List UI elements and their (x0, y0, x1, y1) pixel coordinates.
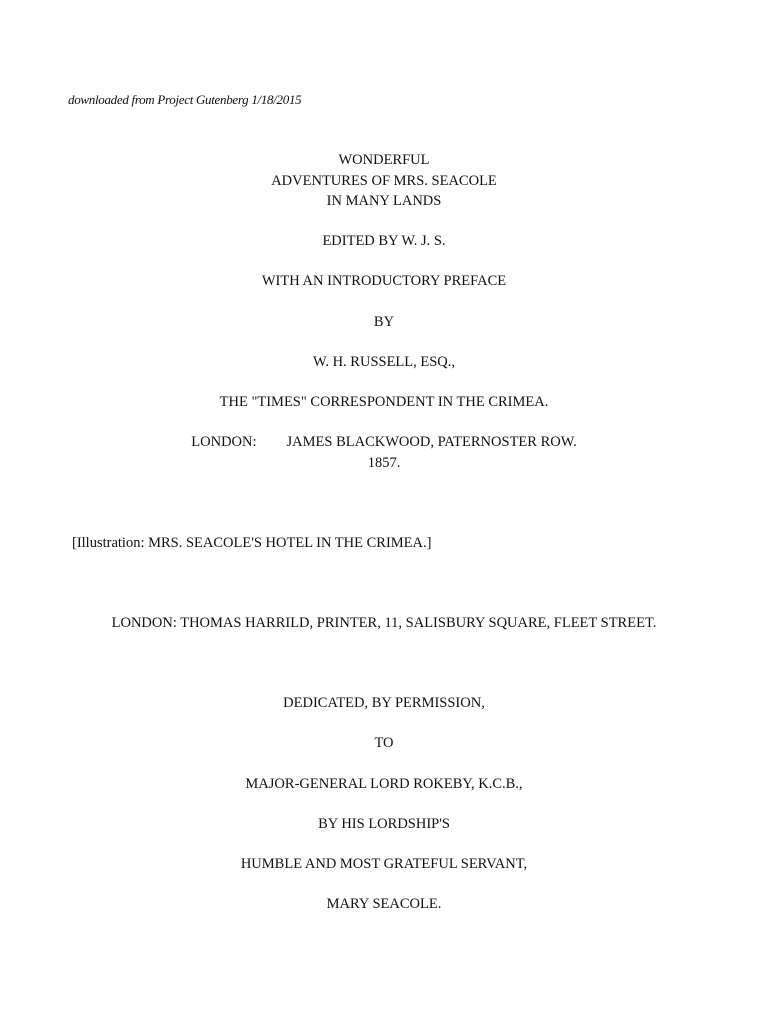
author-role-line: THE "TIMES" CORRESPONDENT IN THE CRIMEA. (219, 394, 549, 410)
dedication-line-5: HUMBLE AND MOST GRATEFUL SERVANT, (240, 856, 528, 872)
dedication-line-4: BY HIS LORDSHIP'S (318, 816, 450, 832)
dedication-signature: MARY SEACOLE. (326, 896, 442, 912)
printer-line: LONDON: THOMAS HARRILD, PRINTER, 11, SALISBURY SQUARE, FLEET STREET. (111, 615, 657, 631)
publisher-line (0, 432, 768, 452)
title-line-3: IN MANY LANDS (326, 193, 442, 209)
editor-line: EDITED BY W. J. S. (322, 233, 446, 249)
publication-year: 1857. (367, 455, 401, 471)
download-note: downloaded from Project Gutenberg 1/18/2015 (68, 92, 302, 107)
preface-intro-line: WITH AN INTRODUCTORY PREFACE (261, 273, 507, 289)
dedication-line-1: DEDICATED, BY PERMISSION, (283, 695, 485, 711)
publisher-city: LONDON: (191, 434, 257, 450)
publisher-name: JAMES BLACKWOOD, PATERNOSTER ROW. (286, 434, 577, 450)
title-line-2: ADVENTURES OF MRS. SEACOLE (271, 173, 497, 189)
title-line-1: WONDERFUL (338, 152, 430, 168)
by-line: BY (373, 314, 395, 330)
dedication-line-2: TO (374, 735, 394, 751)
illustration-caption: [Illustration: MRS. SEACOLE'S HOTEL IN THE CRIMEA.] (72, 535, 432, 551)
dedication-line-3: MAJOR-GENERAL LORD ROKEBY, K.C.B., (245, 776, 523, 792)
preface-author-line: W. H. RUSSELL, ESQ., (312, 354, 456, 370)
